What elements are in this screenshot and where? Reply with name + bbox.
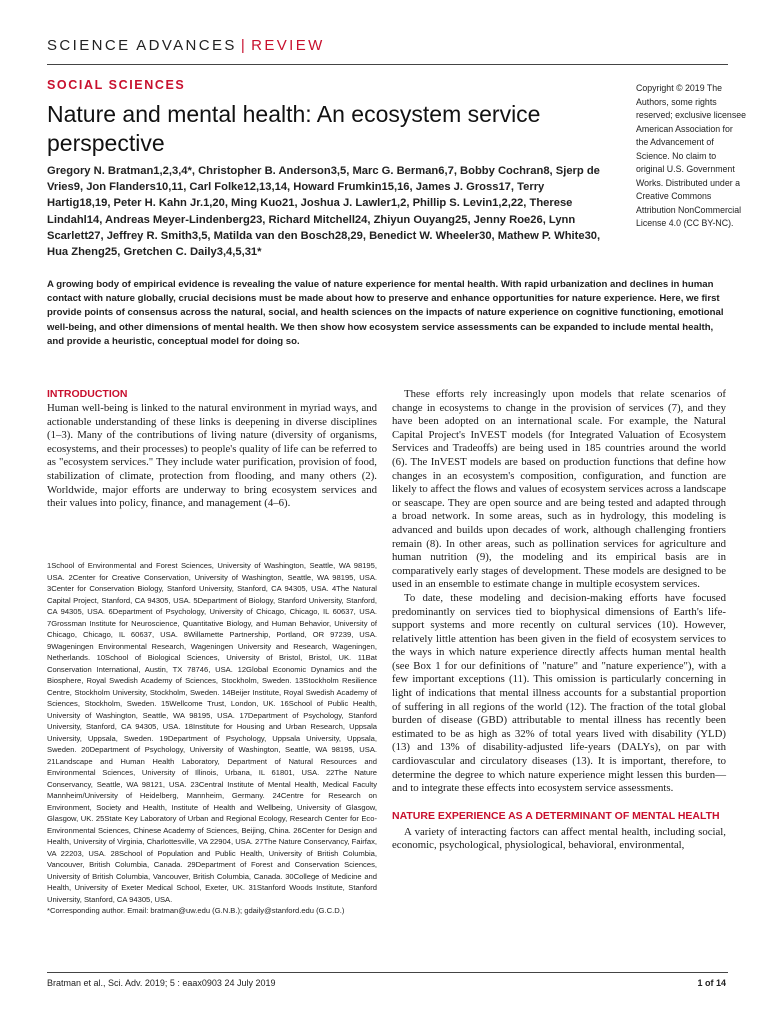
right-paragraph-3: A variety of interacting factors can affect mental health, including social, economic, psychological, physiological, behavioral, environmental,: [392, 825, 726, 852]
left-column: [47, 388, 377, 511]
right-paragraph-1: These efforts rely increasingly upon models that relate scenarios of change in ecosystems to change in the provision of services (7), and they have been adopted on an international scale. For example, the Natural Capital Project's InVEST models (for Integrated Valuation of Ecosystem Services and Tradeoffs) are being used in 185 countries around the world (6). The InVEST models are based on production functions that define how changes in an ecosystem's composition, configuration, and function are likely to affect the flows and values of ecosystem services across a landscape or seascape. They are open source and are being tested and adapted through a broad network. In some areas, such as in hydrology, this modeling is advanced and builds upon decades of work, although challenging frontiers remain (8). In other areas, such as pollination services for agriculture and human nutrition (9), the modeling and its empirical basis are in comparatively early stages of development. These models are designed to be used in an ensemble to estimate change in multiple ecosystem services.: [392, 388, 726, 591]
journal-name: SCIENCE ADVANCES: [47, 37, 237, 54]
copyright-notice: Copyright © 2019 The Authors, some rights reserved; exclusive licensee American Association for the Advancement of Science. No claim to original U.S. Government Works. Distributed under a Creative Commons Attribution NonCommercial License 4.0 (CC BY-NC).: [636, 83, 747, 228]
introduction-heading: INTRODUCTION: [47, 388, 128, 400]
article-title: Nature and mental health: An ecosystem service perspective: [47, 101, 541, 156]
footer-rule: [47, 972, 728, 973]
article-type: REVIEW: [251, 37, 325, 54]
header-rule: [47, 64, 728, 65]
section-label: SOCIAL SCIENCES: [47, 78, 186, 92]
right-column: [392, 388, 726, 853]
footer-citation: Bratman et al., Sci. Adv. 2019; 5 : eaax0903 24 July 2019: [47, 978, 276, 988]
journal-header: [47, 37, 325, 54]
abstract: A growing body of empirical evidence is revealing the value of nature experience for mental health. With rapid urbanization and declines in human contact with nature globally, crucial decisions must be made about how to preserve and enhance opportunities for nature experience. Here, we first provide points of consensus across the natural, social, and health sciences on the impacts of nature experience on cognitive functioning, emotional well-being, and other dimensions of mental health. We then show how ecosystem service assessments can be expanded to include mental health, and provide a heuristic, conceptual model for doing so.: [47, 279, 724, 347]
corresponding-author: *Corresponding author. Email: bratman@uw.edu (G.N.B.); gdaily@stanford.edu (G.C.D.): [47, 906, 345, 915]
page-number: 1 of 14: [697, 978, 726, 988]
section-heading-nature-experience: NATURE EXPERIENCE AS A DETERMINANT OF MENTAL HEALTH: [392, 809, 720, 822]
affiliations: [47, 560, 377, 917]
author-list: Gregory N. Bratman1,2,3,4*, Christopher B. Anderson3,5, Marc G. Berman6,7, Bobby Cochran8, Sjerp de Vries9, Jon Flanders10,11, Carl Folke12,13,14, Howard Frumkin15,16, James J. Gross17, Terry Hartig18,19, Peter H. Kahn Jr.1,20, Ming Kuo21, Joshua J. Lawler1,2, Phillip S. Levin1,2,22, Therese Lindahl14, Andreas Meyer-Lindenberg23, Richard Mitchell24, Zhiyun Ouyang25, Jenny Roe26, Lynn Scarlett27, Jeffrey R. Smith3,5, Matilda van den Bosch28,29, Benedict W. Wheeler30, Mathew P. White30, Hua Zheng25, Gretchen C. Daily3,4,5,31*: [47, 165, 601, 259]
journal-separator: |: [240, 37, 248, 54]
introduction-paragraph: Human well-being is linked to the natural environment in myriad ways, and actionable understanding of these links is deepening in diverse disciplines (1–3). Many of the contributions of living nature (diversity of organisms, ecosystems, and their processes) to people's quality of life can be referred to as "ecosystem services." They include water purification, provision of food, stabilization of climate, protection from flooding, and many others (2). Worldwide, major efforts are underway to bring ecosystem services and their values into policy, finance, and management (4–6).: [47, 402, 377, 510]
right-paragraph-2: To date, these modeling and decision-making efforts have focused predominantly on services tied to biophysical dimensions of Earth's life-support systems and more recently on cultural services (10). However, relatively little attention has been given in the field of ecosystem services to the ways in which nature experience directly affects human mental health (see Box 1 for our definitions of "nature" and "nature experience"), with a few important exceptions (11). This omission is particularly concerning in light of indications that mental illness accounts for a substantial proportion of suffering in all regions of the world (12). The fraction of the total global burden of disease (GBD) attributable to mental illness has recently been estimated to be as high as 32% of total years lived with disability (YLD) (13) and 13% of disability-adjusted life-years (DALYs), on par with cardiovascular and circulatory diseases (13). It is important, therefore, to determine the degree to which nature experience might lessen this burden—and to integrate these effects into ecosystem service assessments.: [392, 591, 726, 795]
affiliations-list: 1School of Environmental and Forest Sciences, University of Washington, Seattle, WA 98195, USA. 2Center for Creative Conservation, University of Washington, Seattle, WA 98195, USA. 3Center for Conservation Biology, Stanford University, Stanford, CA 94305, USA. 4The Natural Capital Project, Stanford, CA 94305, USA. 5Department of Biology, Stanford University, Stanford, CA 94305, USA. 6Department of Psychology, University of Chicago, Chicago, IL 60637, USA. 7Grossman Institute for Neuroscience, Quantitative Biology, and Human Behavior, University of Chicago, Chicago, IL 60637, USA. 8Willamette Partnership, Portland, OR 97239, USA. 9Wageningen Environmental Research, Wageningen University and Research, Wageningen, Netherlands. 10School of Biological Sciences, University of Bristol, Bristol, UK. 11Bat Conservation International, Austin, TX 78746, USA. 12Global Economic Dynamics and the Biosphere, Royal Swedish Academy of Sciences, Stockholm, Sweden. 13Stockholm Resilience Centre, Stockholm University, Stockholm, Sweden. 14Beijer Institute, Royal Swedish Academy of Sciences, Stockholm, Sweden. 15Wellcome Trust, London, UK. 16School of Public Health, University of Washington, Seattle, WA 98195, USA. 17Department of Psychology, Stanford University, Stanford, CA 94305, USA. 18Institute for Housing and Urban Research, Uppsala University, Uppsala, Sweden. 19Department of Psychology, Uppsala University, Uppsala, Sweden. 20Department of Psychology, University of Washington, Seattle, WA 98195, USA. 21Landscape and Human Health Laboratory, Department of Natural Resources and Environmental Sciences, University of Illinois, Urbana, IL 61801, USA. 22The Nature Conservancy, Seattle, WA 98121, USA. 23Central Institute of Mental Health, Medical Faculty Mannheim/University of Heidelberg, Mannheim, Germany. 24Centre for Research on Environment, Society and Health, Institute of Health and Wellbeing, University of Glasgow, Glasgow, UK. 25State Key Laboratory of Urban and Regional Ecology, Research Center for Eco-Environmental Sciences, Chinese Academy of Sciences, Beijing, China. 26Center for Design and Health, University of Virginia, Charlottesville, VA 22904, USA. 27The Nature Conservancy, Fairfax, VA 22203, USA. 28School of Population and Public Health, University of British Columbia, Vancouver, British Columbia, Canada. 29Department of Forest and Conservation Sciences, University of British Columbia, Vancouver, British Columbia, Canada. 30College of Medicine and Health, University of Exeter Medical School, Exeter, UK. 31Stanford Woods Institute, Stanford University, Stanford, CA 94305, USA.: [47, 561, 377, 904]
